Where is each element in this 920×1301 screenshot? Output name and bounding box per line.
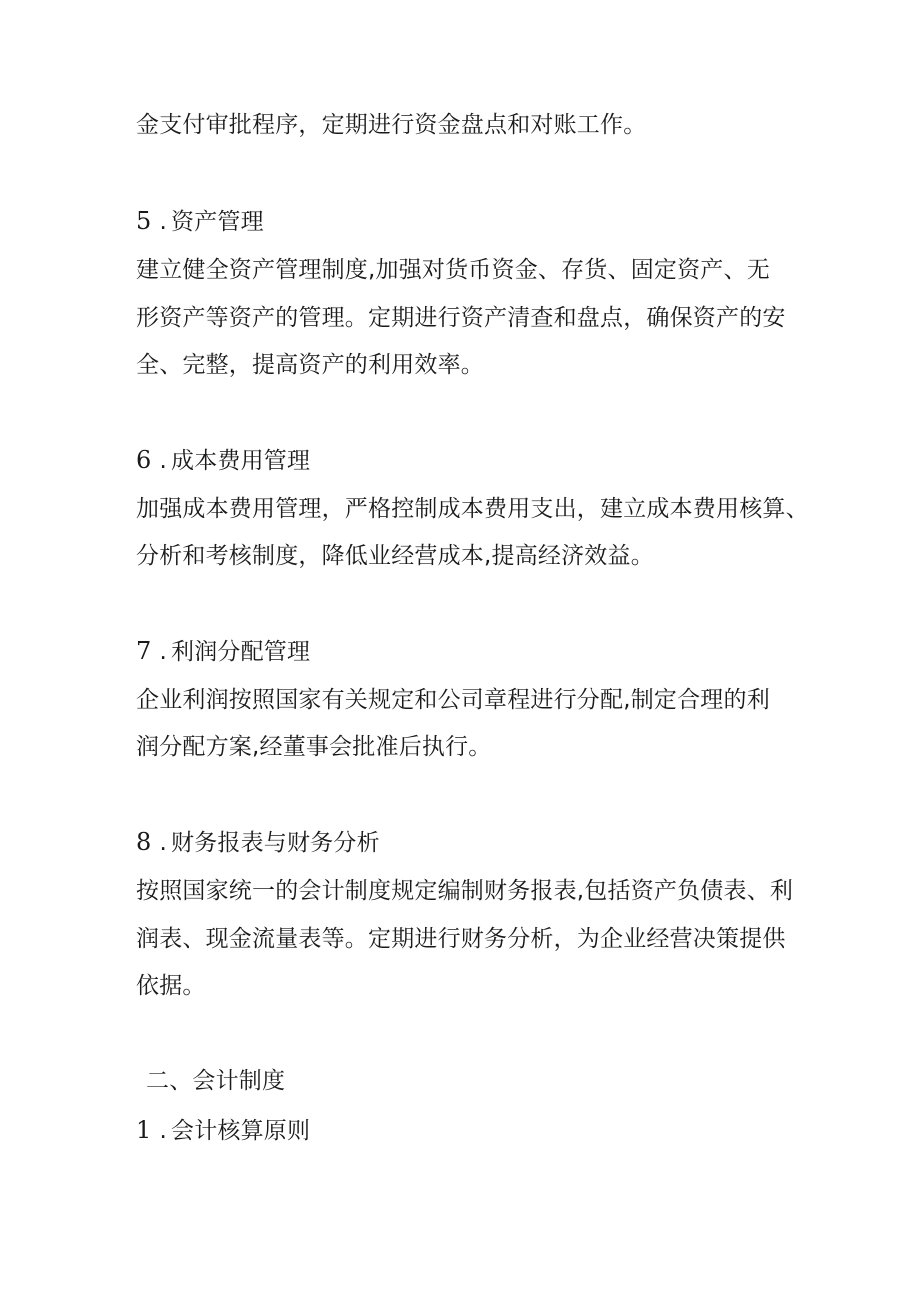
heading-cost-management [136,445,310,476]
section-title: 二、会计制度 [146,1068,286,1094]
heading-dot: . [159,830,167,856]
heading-dot: . [159,1118,167,1144]
heading-number: 6 [136,446,152,474]
paragraph-line: 金支付审批程序，定期进行资金盘点和对账工作。 [136,112,647,138]
paragraph-line: 分析和考核制度，降低业经营成本,提高经济效益。 [136,543,654,569]
paragraph-line: 按照国家统一的会计制度规定编制财务报表,包括资产负债表、利 [136,878,794,904]
paragraph-line: 企业利润按照国家有关规定和公司章程进行分配,制定合理的利 [136,687,770,713]
heading-dot: . [159,209,167,235]
paragraph-line: 建立健全资产管理制度,加强对货币资金、存货、固定资产、无 [136,257,770,283]
heading-dot: . [159,448,167,474]
heading-accounting-principles [136,1115,310,1146]
heading-title: 会计核算原则 [171,1118,311,1144]
heading-profit-distribution [136,636,310,667]
paragraph-line: 形资产等资产的管理。定期进行资产清查和盘点，确保资产的安 [136,305,786,331]
heading-number: 7 [136,637,152,665]
heading-title: 成本费用管理 [171,448,311,474]
heading-title: 资产管理 [171,209,264,235]
heading-title: 利润分配管理 [171,639,311,665]
heading-number: 8 [136,828,152,856]
heading-title: 财务报表与财务分析 [171,830,380,856]
heading-number: 5 [136,207,152,235]
heading-dot: . [159,639,167,665]
heading-financial-reports [136,827,380,858]
paragraph-line: 全、完整，提高资产的利用效率。 [136,352,484,378]
heading-asset-management [136,206,264,237]
heading-number: 1 [136,1116,152,1144]
paragraph-line: 润分配方案,经董事会批准后执行。 [136,734,492,760]
paragraph-line: 润表、现金流量表等。定期进行财务分析，为企业经营决策提供 [136,926,786,952]
paragraph-line: 依据。 [136,973,206,999]
paragraph-line: 加强成本费用管理，严格控制成本费用支出，建立成本费用核算、 [136,496,809,522]
